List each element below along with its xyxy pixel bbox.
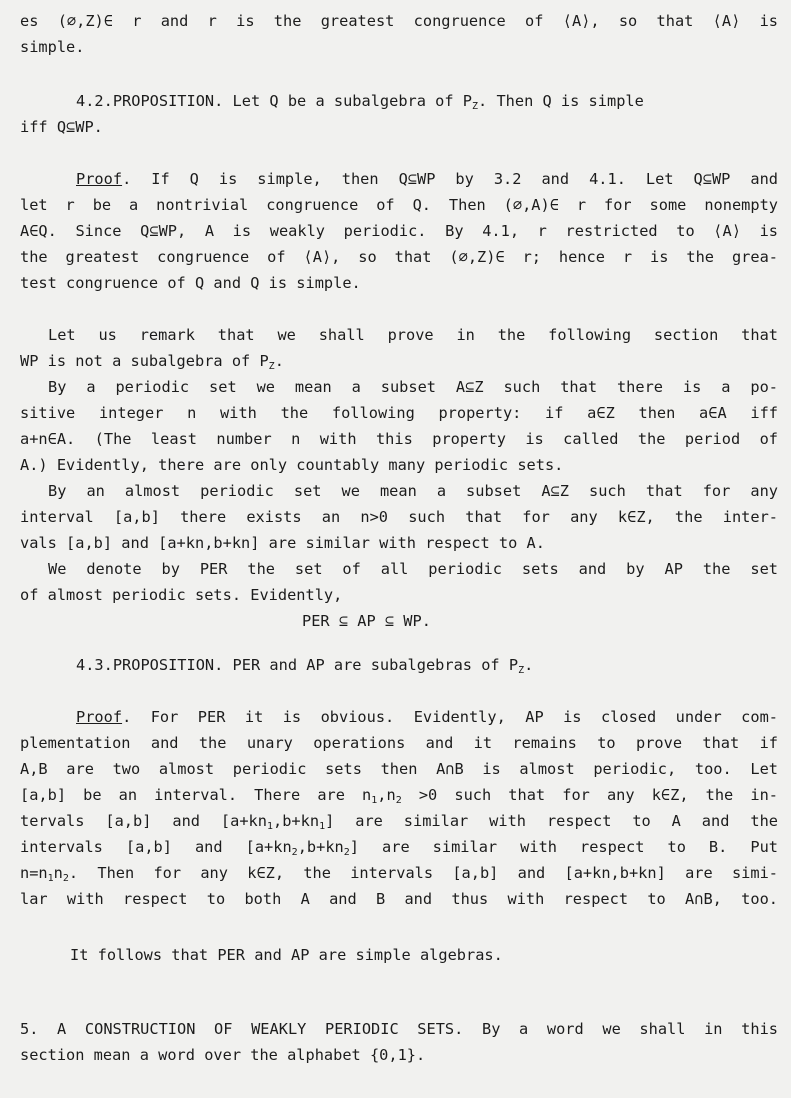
proof-line: Proof. For PER it is obvious. Evidently, AP is closed under com- (76, 708, 778, 726)
text-line: It follows that PER and AP are simple algebras. (70, 946, 503, 964)
text-line: Let us remark that we shall prove in the following section that (48, 326, 778, 344)
text-line: [a,b] be an interval. There are $n_1,n_2 >0$ such that for any k∈Z, the in- (20, 786, 778, 806)
text-line: section mean a word over the alphabet {0,1}. (20, 1046, 426, 1064)
proof-line: Proof. If Q is simple, then Q⊆WP by 3.2 and 4.1. Let Q⊆WP and (76, 170, 778, 188)
proposition-4-2-heading (76, 88, 778, 114)
text-line: vals [a,b] and [a+kn,b+kn] are similar with respect to A. (20, 534, 545, 552)
text-line: $n=n_1n_2$. Then for any k∈Z, the intervals [a,b] and [a+kn,b+kn] are simi- (20, 864, 778, 884)
text-line: A.) Evidently, there are only countably many periodic sets. (20, 456, 564, 474)
text-line: es (∅,Z)∈ r and r is the greatest congruence of ⟨A⟩, so that ⟨A⟩ is (20, 12, 778, 30)
text-line: simple. (20, 38, 85, 56)
text-line: tervals [a,b] and $[a+kn_1,b+kn_1]$ are similar with respect to A and the (20, 812, 778, 832)
text-line: By a periodic set we mean a subset A⊆Z such that there is a po- (48, 378, 778, 396)
proposition-4-3-heading: 4.3.PROPOSITION. PER and AP are subalgebras of $P_Z$. (76, 656, 534, 676)
text-line: the greatest congruence of ⟨A⟩, so that (∅,Z)∈ r; hence r is the grea- (20, 248, 778, 266)
text-line: test congruence of Q and Q is simple. (20, 274, 361, 292)
text-line: By an almost periodic set we mean a subset A⊆Z such that for any (48, 482, 778, 500)
text-line: plementation and the unary operations and it remains to prove that if (20, 734, 778, 752)
text-line: A,B are two almost periodic sets then A∩B is almost periodic, too. Let (20, 760, 778, 778)
text-line: of almost periodic sets. Evidently, (20, 586, 343, 604)
text-line: iff Q⊆WP. (20, 118, 103, 136)
display-formula: PER ⊆ AP ⊆ WP. (302, 612, 431, 630)
text-line: A∈Q. Since Q⊆WP, A is weakly periodic. By 4.1, r restricted to ⟨A⟩ is (20, 222, 778, 240)
text-line: lar with respect to both A and B and thus with respect to A∩B, too. (20, 890, 778, 908)
text-line: sitive integer n with the following property: if a∈Z then a∈A iff (20, 404, 778, 422)
proposition-text: 4.2.PROPOSITION. Let Q be a subalgebra of $P_Z$. Then Q is simple (76, 92, 644, 112)
section-5-heading: 5. A CONSTRUCTION OF WEAKLY PERIODIC SETS. By a word we shall in this (20, 1020, 778, 1038)
text-line: a+n∈A. (The least number n with this property is called the period of (20, 430, 778, 448)
text-line: intervals [a,b] and $[a+kn_2,b+kn_2]$ are similar with respect to B. Put (20, 838, 778, 858)
text-line: We denote by PER the set of all periodic sets and by AP the set (48, 560, 778, 578)
text-line: interval [a,b] there exists an n>0 such that for any k∈Z, the inter- (20, 508, 778, 526)
text-line: let r be a nontrivial congruence of Q. Then (∅,A)∈ r for some nonempty (20, 196, 778, 214)
text-line: WP is not a subalgebra of $P_Z$. (20, 352, 284, 372)
